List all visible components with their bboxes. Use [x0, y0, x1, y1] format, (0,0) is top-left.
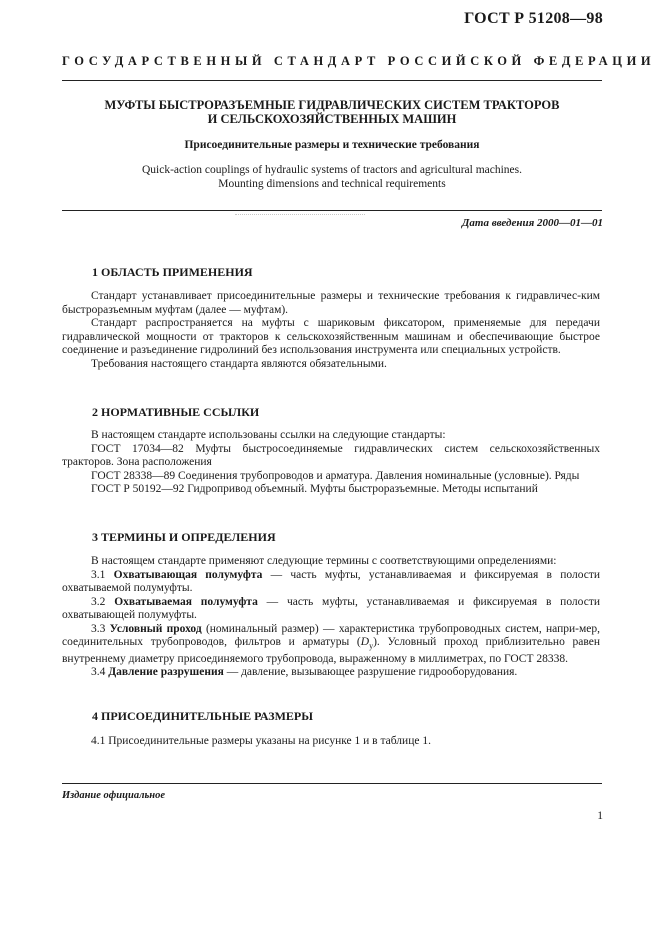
footer-rule — [62, 783, 602, 784]
scan-artifact — [235, 214, 365, 215]
term-definition: 3.1 Охватывающая полумуфта — часть муфты, устанавливаемая и фиксируемая в полости охватываемой полумуфты. — [62, 568, 601, 594]
document-number: ГОСТ Р 51208—98 — [464, 10, 603, 27]
paragraph: В настоящем стандарте применяют следующие термины с соответствующими определениями: — [91, 555, 557, 567]
section-3-body — [62, 555, 600, 680]
title-rule — [62, 210, 602, 211]
page-number: 1 — [597, 810, 603, 822]
english-title — [62, 163, 602, 191]
state-standard-header: ГОСУДАРСТВЕННЫЙ СТАНДАРТ РОССИЙСКОЙ ФЕДЕРАЦИИ — [62, 54, 656, 68]
term: Давление разрушения — [108, 666, 224, 679]
term-definition: 3.4 Давление разрушения — давление, вызывающее разрушение гидрооборудования. — [91, 666, 518, 679]
symbol-subscript: y — [369, 641, 374, 651]
term-definition: 3.3 Условный проход (номинальный размер) — характеристика трубопроводных систем, напри-мер, соединительных трубопроводов, фильтров и арматуры $(D_y)$. Условный проход приблизительно равен внутреннему диаметру присоединяемого трубопровода, выраженному в миллиметрах, по ГОСТ 28338. — [62, 622, 601, 665]
english-title-line-2: Mounting dimensions and technical requirements — [218, 178, 446, 190]
term-definition: 3.2 Охватываемая полумуфта — часть муфты, устанавливаемая и фиксируемая в полости охватывающей полумуфты. — [62, 595, 600, 621]
section-4-body — [62, 735, 600, 749]
english-title-line-1: Quick-action couplings of hydraulic systems of tractors and agricultural machines. — [141, 164, 523, 176]
introduction-date: Дата введения 2000—01—01 — [461, 217, 603, 229]
reference-item: ГОСТ 28338—89 Соединения трубопроводов и арматура. Давления номинальные (условные). Ряды — [91, 469, 580, 482]
reference-item: ГОСТ Р 50192—92 Гидропривод объемный. Муфты быстроразъемные. Методы испытаний — [91, 483, 538, 495]
document-subtitle: Присоединительные размеры и технические требования — [184, 139, 480, 151]
paragraph: Стандарт распространяется на муфты с шариковым фиксатором, применяемые для передачи гидравлической мощности от тракторов к сельскохозяйственным машинам и обеспечивающие быстрое соединение и разъединение гидролиний без использования инструмента или специальных устройств. — [62, 317, 600, 356]
paragraph: Стандарт устанавливает присоединительные размеры и технические требования к гидравличес-ким быстроразъемным муфтам (далее — муфтам). — [62, 290, 600, 316]
term: Условный проход — [109, 622, 202, 635]
section-1-heading: 1 ОБЛАСТЬ ПРИМЕНЕНИЯ — [92, 265, 253, 279]
official-edition-label: Издание официальное — [62, 790, 166, 801]
title-line-2: И СЕЛЬСКОХОЗЯЙСТВЕННЫХ МАШИН — [207, 112, 457, 126]
section-4-heading: 4 ПРИСОЕДИНИТЕЛЬНЫЕ РАЗМЕРЫ — [92, 709, 314, 723]
section-3-heading: 3 ТЕРМИНЫ И ОПРЕДЕЛЕНИЯ — [92, 530, 276, 544]
paragraph: В настоящем стандарте использованы ссылки на следующие стандарты: — [91, 429, 446, 441]
symbol: D — [360, 636, 370, 648]
term: Охватывающая полумуфта — [113, 568, 263, 581]
title-line-1: МУФТЫ БЫСТРОРАЗЪЕМНЫЕ ГИДРАВЛИЧЕСКИХ СИСТЕМ ТРАКТОРОВ — [104, 98, 560, 112]
reference-item: ГОСТ 17034—82 Муфты быстросоединяемые гидравлических систем сельскохозяйственных тракторов. Зона расположения — [62, 442, 600, 468]
term: Охватываемая полумуфта — [114, 595, 258, 608]
paragraph: Требования настоящего стандарта являются обязательными. — [91, 357, 387, 370]
header-rule — [62, 80, 602, 81]
document-title — [62, 98, 602, 126]
section-2-heading: 2 НОРМАТИВНЫЕ ССЫЛКИ — [92, 405, 260, 419]
section-1-body — [62, 290, 600, 371]
paragraph: 4.1 Присоединительные размеры указаны на рисунке 1 и в таблице 1. — [91, 735, 431, 747]
section-2-body — [62, 429, 600, 497]
